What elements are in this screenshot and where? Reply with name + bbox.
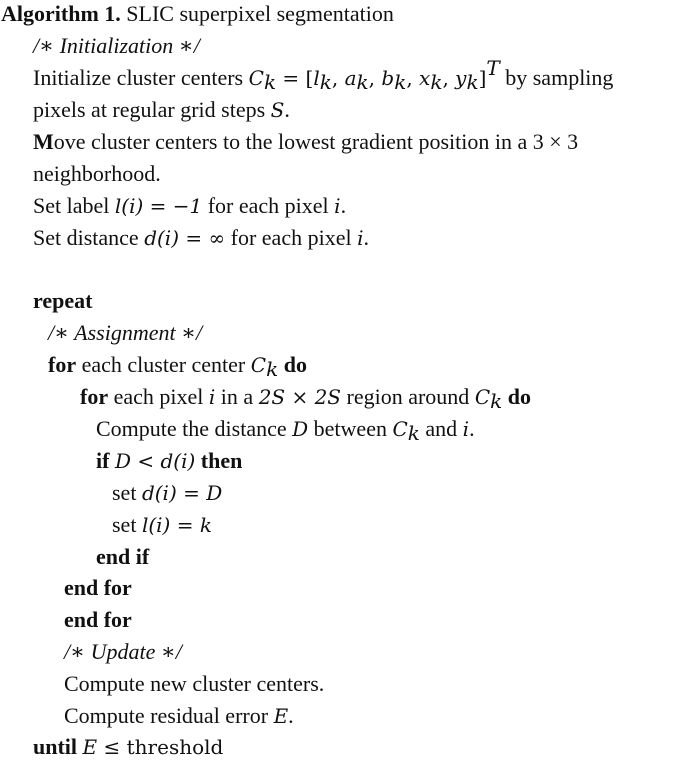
- math-distance: d(i) = ∞: [144, 226, 226, 250]
- math-i: i: [462, 417, 470, 441]
- math-E: E: [82, 735, 98, 759]
- step-set-l: [112, 511, 212, 539]
- text: between: [308, 416, 393, 441]
- text: each cluster center: [76, 352, 251, 377]
- step-compute-distance: [96, 415, 475, 443]
- text: by sampling: [499, 65, 614, 90]
- step-set-distance: [33, 224, 369, 252]
- text: .: [469, 416, 475, 441]
- algorithm-title: [1, 0, 394, 28]
- text: .: [284, 97, 290, 122]
- math-i: i: [208, 385, 216, 409]
- keyword-for: for: [80, 384, 109, 409]
- math-set-l: l(i) = k: [141, 513, 212, 537]
- text: Set label: [33, 193, 115, 218]
- text: region around: [341, 384, 475, 409]
- math-region: 2S × 2S: [258, 385, 342, 409]
- math-S: S: [270, 98, 285, 122]
- keyword-do: do: [502, 384, 531, 409]
- text: set: [112, 512, 137, 537]
- text: .: [288, 703, 294, 728]
- step-set-label: [33, 192, 346, 220]
- keyword-end-for-outer: end for: [64, 607, 132, 632]
- text: each pixel: [108, 384, 209, 409]
- math-condition: D < d(i): [114, 449, 196, 473]
- keyword-until-label: until: [33, 734, 78, 759]
- keyword-end-for-inner: end for: [64, 575, 132, 600]
- keyword-until: [33, 733, 223, 761]
- loop-pixels: [80, 383, 531, 411]
- keyword-repeat: repeat: [33, 288, 93, 313]
- text: M: [33, 129, 54, 154]
- math-C: C: [248, 66, 264, 90]
- algorithm-name: SLIC superpixel segmentation: [126, 1, 394, 26]
- text: .: [363, 225, 369, 250]
- math-k: k: [263, 70, 277, 94]
- math-threshold: threshold: [126, 735, 224, 759]
- keyword-end-if: end if: [96, 544, 150, 569]
- math-k: k: [407, 421, 420, 445]
- step-initialize-centers-cont: [33, 96, 290, 124]
- keyword-if: if: [96, 448, 110, 473]
- text: Compute the distance: [96, 416, 293, 441]
- math-i: i: [357, 226, 364, 250]
- conditional-if: [96, 447, 242, 475]
- comment-initialization: /∗ Initialization ∗/: [33, 33, 200, 58]
- text: for each pixel: [225, 225, 358, 250]
- step-compute-residual: [64, 702, 294, 730]
- math-E: E: [273, 704, 289, 728]
- keyword-then: then: [200, 448, 243, 473]
- math-C: C: [474, 385, 491, 409]
- math-set-d: d(i) = D: [141, 481, 223, 505]
- text: for each pixel: [202, 193, 335, 218]
- text: set: [112, 480, 137, 505]
- comment-update: /∗ Update ∗/: [64, 639, 182, 664]
- math-k: k: [490, 389, 503, 413]
- text: Initialize cluster centers: [33, 65, 249, 90]
- step-set-d: [112, 479, 222, 507]
- step-compute-new-centers: Compute new cluster centers.: [64, 671, 325, 696]
- step-move-centers-cont: neighborhood.: [33, 161, 161, 186]
- math-k: k: [266, 357, 279, 381]
- math-i: i: [334, 194, 341, 218]
- comment-assignment: /∗ Assignment ∗/: [48, 320, 203, 345]
- math-C: C: [250, 353, 267, 377]
- step-move-centers: [33, 128, 578, 156]
- math-D: D: [292, 417, 309, 441]
- text: in a: [215, 384, 259, 409]
- text: and: [419, 416, 463, 441]
- loop-cluster-centers: [48, 351, 307, 379]
- step-initialize-centers: [33, 56, 614, 94]
- math-C: C: [392, 417, 408, 441]
- math-label: l(i) = −1: [114, 194, 203, 218]
- text: pixels at regular grid steps: [33, 97, 271, 122]
- text: .: [340, 193, 347, 218]
- math-vector: = [$l_k$, $a_k$, $b_k$, $x_k$, $y_k]^T$: [276, 56, 500, 94]
- keyword-for: for: [48, 352, 77, 377]
- algorithm-number: Algorithm 1.: [1, 1, 121, 26]
- text: Set distance: [33, 225, 145, 250]
- math-leq: ≤: [97, 735, 127, 759]
- text: ove cluster centers to the lowest gradient position in a 3 × 3: [53, 129, 579, 154]
- text: Compute residual error: [64, 703, 274, 728]
- keyword-do: do: [278, 352, 307, 377]
